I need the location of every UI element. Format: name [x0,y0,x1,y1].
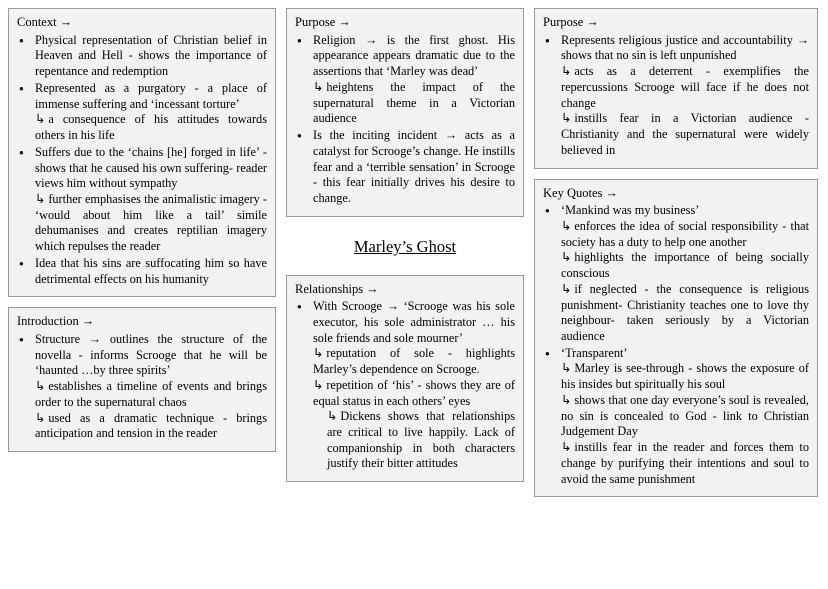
list-item [543,346,809,488]
list-item [543,203,809,345]
list-item-sub: ↳ further emphasises the animalistic imagery - ‘would about him like a tail’ simile dehumanises and creates reptilian imagery which repulses the reader [35,192,267,255]
box-introduction [8,307,276,452]
box-key-quotes [534,179,818,498]
list-item-sub: ↳ acts as a deterrent - exemplifies the repercussions Scrooge will face if he does not change [561,64,809,111]
box-title-introduction: Introduction → [17,314,95,329]
box-title-context: Context → [17,15,73,29]
list-item-text: Physical representation of Christian belief in Heaven and Hell - shows the importance of repentance and redemption [35,32,267,79]
list-item-sub: ↳ Dickens shows that relationships are critical to live happily. Lack of companionship in both characters justify their bitter attitudes [327,409,515,472]
box-purpose-religious-justice [534,8,818,169]
box-title-key-quotes: Key Quotes → [543,185,618,200]
list-item [543,33,809,159]
list-item [295,299,515,472]
list-item [295,128,515,207]
column-right [534,8,818,497]
list-item-sub: ↳ highlights the importance of being socially conscious [561,250,809,281]
column-center [286,8,524,482]
box-title-purpose-left: Purpose → [295,15,351,29]
list-item-sub: ↳ used as a dramatic technique - brings anticipation and tension in the reader [35,411,267,442]
purpose-left-list [295,33,515,207]
list-item-sub: ↳ Marley is see-through - shows the exposure of his insides but spiritually his soul [561,361,809,392]
context-list [17,33,267,288]
box-relationships [286,275,524,483]
column-left [8,8,276,452]
purpose-right-list [543,33,809,159]
columns-layout [8,8,820,581]
list-item-text: Religion → is the first ghost. His appearance appears dramatic due to the assertions that ‘Marley was dead’ [313,32,515,79]
list-item-sub: ↳ instills fear in a Victorian audience - Christianity and the supernatural were widely believed in [561,111,809,158]
box-context [8,8,276,297]
list-item-sub: ↳ enforces the idea of social responsibility - that society has a duty to help one another [561,219,809,250]
list-item-text: Structure → outlines the structure of the novella - informs Scrooge that he will be ‘haunted …by three spirits’ [35,332,267,378]
list-item [17,81,267,144]
key-quotes-list [543,203,809,487]
relationships-list [295,299,515,472]
list-item [295,33,515,127]
list-item-sub: ↳ if neglected - the consequence is religious punishment- Christianity teaches one to love thy neighbour- taken seriously by a Victorian audience [561,282,809,345]
page-title: Marley’s Ghost [353,236,457,256]
list-item-text: Represented as a purgatory - a place of immense suffering and ‘incessant torture’ [35,80,267,111]
list-item-text: Represents religious justice and accountability → shows that no sin is left unpunished [561,32,809,63]
list-item-text: Suffers due to the ‘chains [he] forged in life’ - shows that he caused his own suffering- reader views him without sympathy [35,144,267,191]
list-item-sub: ↳ a consequence of his attitudes towards others in his life [35,112,267,143]
box-purpose-first-ghost [286,8,524,217]
list-item-text: Idea that his sins are suffocating him so have detrimental effects on his humanity [35,255,267,286]
introduction-list [17,332,267,442]
list-item-sub: ↳ reputation of sole - highlights Marley’s dependence on Scrooge. [313,346,515,377]
list-item [17,145,267,255]
list-item [17,332,267,442]
list-item-text: ‘Transparent’ [561,345,628,360]
list-item-text: With Scrooge → ‘Scrooge was his sole executor, his sole administrator … his sole friends and sole mourner’ [313,299,515,345]
list-item-sub: ↳ repetition of ‘his’ - shows they are of equal status in each others’ eyes [313,378,515,409]
box-title-relationships: Relationships → [295,281,379,296]
list-item-sub: ↳ shows that one day everyone’s soul is revealed, no sin is concealed to God - link to Christian Judgement Day [561,393,809,440]
list-item-sub: ↳ instills fear in the reader and forces them to change by purifying their intentions and soul to avoid the same punishment [561,440,809,487]
list-item-text: ‘Mankind was my business’ [561,203,700,218]
list-item-sub: ↳ heightens the impact of the supernatural theme in a Victorian audience [313,80,515,127]
list-item-sub: ↳ establishes a timeline of events and brings order to the supernatural chaos [35,379,267,410]
box-title-purpose-right: Purpose → [543,15,599,29]
list-item [17,33,267,80]
list-item-text: Is the inciting incident → acts as a catalyst for Scrooge’s change. He instills fear and a ‘terrible sensation’ in Scrooge - this fear initially drives his desire to change. [313,128,515,205]
list-item [17,256,267,287]
